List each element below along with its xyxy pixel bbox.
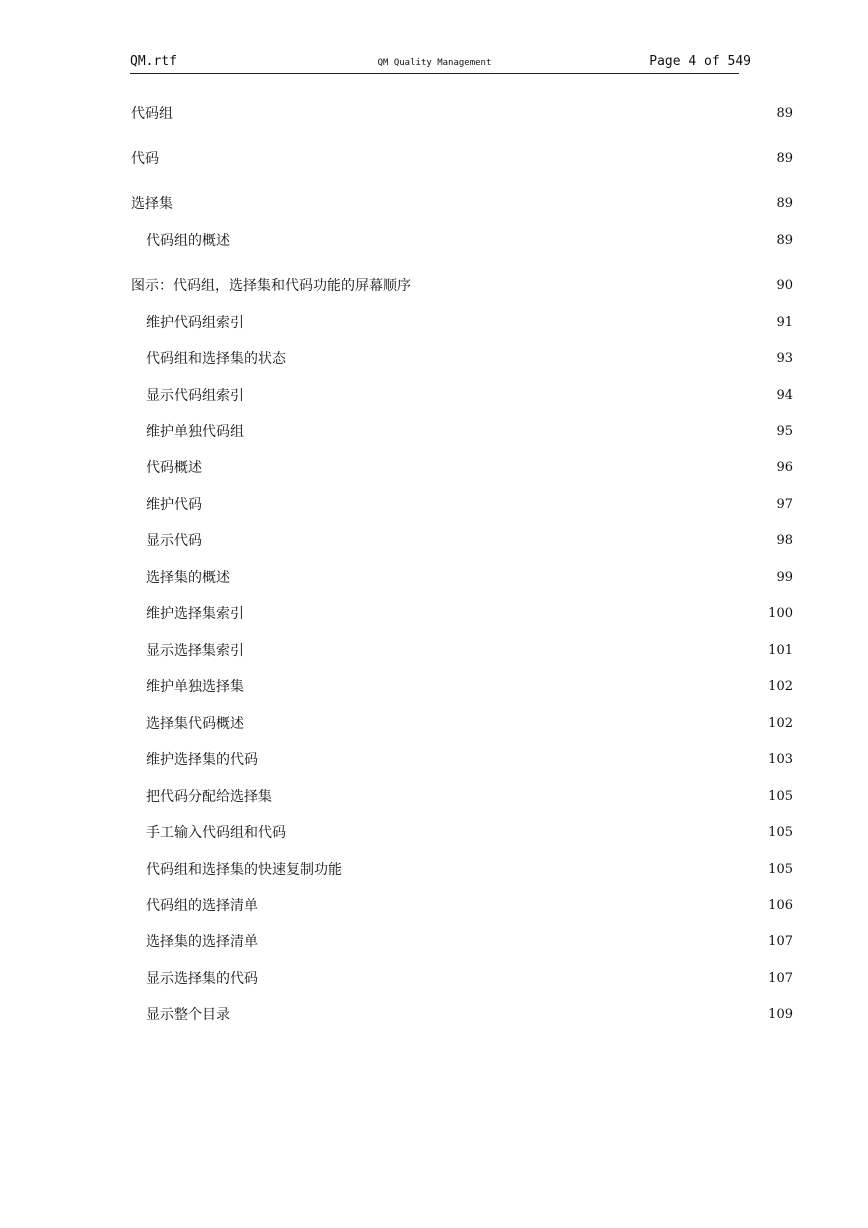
- toc-entry-title: 代码组的概述: [146, 233, 230, 249]
- toc-entry-title: 维护代码: [146, 497, 202, 513]
- toc-entry[interactable]: [131, 969, 793, 989]
- toc-entry[interactable]: [131, 386, 793, 406]
- toc-entry-title: 维护单独代码组: [146, 424, 244, 440]
- toc-entry[interactable]: [131, 495, 793, 515]
- toc-entry[interactable]: [131, 932, 793, 952]
- toc-entry-title: 代码概述: [146, 460, 202, 476]
- toc-entry-page: 107: [768, 934, 793, 949]
- toc-entry-title: 选择集的概述: [146, 570, 230, 586]
- toc-entry-page: 89: [776, 196, 793, 211]
- toc-entry-title: 把代码分配给选择集: [146, 789, 272, 805]
- toc-entry-title: 手工输入代码组和代码: [146, 825, 286, 841]
- toc-entry-page: 89: [776, 106, 793, 121]
- toc-entry[interactable]: [131, 276, 793, 296]
- toc-entry-page: 107: [768, 971, 793, 986]
- toc-entry-page: 97: [776, 497, 793, 512]
- toc-entry-page: 102: [768, 716, 793, 731]
- toc-entry[interactable]: [131, 349, 793, 369]
- toc-entry-title: 显示选择集索引: [146, 643, 244, 659]
- toc-entry-page: 95: [776, 424, 793, 439]
- toc-entry[interactable]: [131, 896, 793, 916]
- toc-entry-page: 91: [776, 315, 793, 330]
- toc-entry-page: 106: [768, 898, 793, 913]
- toc-entry[interactable]: [131, 313, 793, 333]
- toc-entry-title: 代码组的选择清单: [146, 898, 258, 914]
- toc-entry-page: 98: [776, 533, 793, 548]
- toc-entry[interactable]: [131, 641, 793, 661]
- toc-entry-title: 选择集: [131, 196, 173, 212]
- toc-entry-page: 94: [776, 388, 793, 403]
- toc-entry-page: 99: [776, 570, 793, 585]
- toc-entry[interactable]: [131, 568, 793, 588]
- toc-entry-page: 105: [768, 825, 793, 840]
- toc-entry[interactable]: [131, 104, 793, 124]
- toc-entry[interactable]: [131, 458, 793, 478]
- toc-entry-page: 103: [768, 752, 793, 767]
- toc-entry[interactable]: [131, 823, 793, 843]
- toc-entry-page: 90: [776, 278, 793, 293]
- toc-entry-title: 代码组和选择集的快速复制功能: [146, 862, 342, 878]
- toc-entry-page: 102: [768, 679, 793, 694]
- toc-entry[interactable]: [131, 422, 793, 442]
- toc-entry[interactable]: [131, 860, 793, 880]
- toc-entry-title: 代码: [131, 151, 159, 167]
- toc-entry-page: 101: [768, 643, 793, 658]
- toc-entry-title: 维护代码组索引: [146, 315, 244, 331]
- toc-entry-title: 显示代码组索引: [146, 388, 244, 404]
- toc-entry-title: 维护选择集索引: [146, 606, 244, 622]
- toc-entry-title: 图示：代码组，选择集和代码功能的屏幕顺序: [131, 278, 411, 294]
- toc-entry-page: 89: [776, 233, 793, 248]
- toc-entry-title: 显示代码: [146, 533, 202, 549]
- toc-entry[interactable]: [131, 714, 793, 734]
- toc-entry[interactable]: [131, 787, 793, 807]
- toc-entry-title: 选择集代码概述: [146, 716, 244, 732]
- toc-entry-page: 89: [776, 151, 793, 166]
- toc-entry-title: 维护选择集的代码: [146, 752, 258, 768]
- toc-entry[interactable]: [131, 677, 793, 697]
- toc-entry-page: 100: [768, 606, 793, 621]
- toc-entry[interactable]: [131, 531, 793, 551]
- toc-entry[interactable]: [131, 1005, 793, 1025]
- toc-entry-page: 109: [768, 1007, 793, 1022]
- toc-entry-page: 96: [776, 460, 793, 475]
- toc-entry-page: 105: [768, 862, 793, 877]
- header-page-number: Page 4 of 549: [649, 54, 751, 69]
- header-title: QM Quality Management: [377, 58, 492, 68]
- header-filename: QM.rtf: [130, 54, 177, 69]
- toc-entry-title: 代码组: [131, 106, 173, 122]
- toc-entry-page: 93: [776, 351, 793, 366]
- toc-entry[interactable]: [131, 750, 793, 770]
- toc-entry[interactable]: [131, 231, 793, 251]
- page-header: [130, 54, 751, 74]
- toc-entry-title: 选择集的选择清单: [146, 934, 258, 950]
- toc-entry-title: 代码组和选择集的状态: [146, 351, 286, 367]
- toc-entry[interactable]: [131, 149, 793, 169]
- toc-entry[interactable]: [131, 604, 793, 624]
- toc-entry-page: 105: [768, 789, 793, 804]
- toc-entry-title: 显示整个目录: [146, 1007, 230, 1023]
- toc-entry[interactable]: [131, 194, 793, 214]
- toc-entry-title: 显示选择集的代码: [146, 971, 258, 987]
- toc-entry-title: 维护单独选择集: [146, 679, 244, 695]
